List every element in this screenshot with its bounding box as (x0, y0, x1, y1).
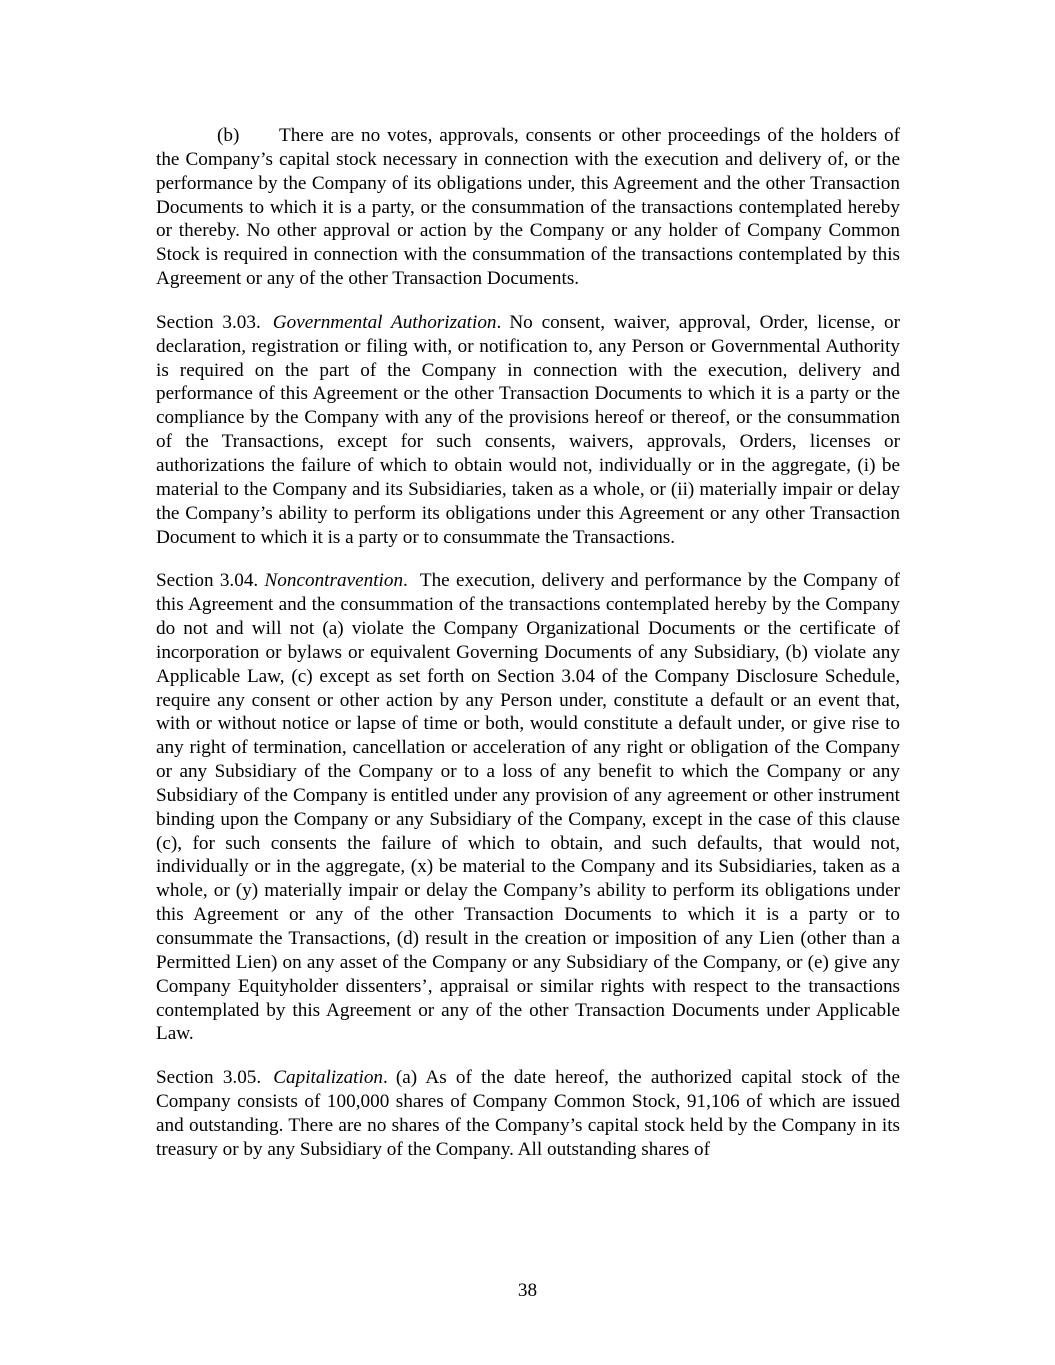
paragraph-b (156, 124, 900, 291)
section-3-05-title: Capitalization (273, 1067, 384, 1089)
section-3-04-text: The execution, delivery and performance by the Company of this Agreement and the consummation of the transactions contemplated hereby by the Company do not and will not (a) violate the Company Organizational Documents or the certificate of incorporation or bylaws or equivalent Governing Documents of any Subsidiary, (b) violate any Applicable Law, (c) except as set forth on Section 3.04 of the Company Disclosure Schedule, require any consent or other action by any Person under, constitute a default or an event that, with or without notice or lapse of time or both, would constitute a default under, or give rise to any right of termination, cancellation or acceleration of any right or obligation of the Company or any Subsidiary of the Company or to a loss of any benefit to which the Company or any Subsidiary of the Company is entitled under any provision of any agreement or other instrument binding upon the Company or any Subsidiary of the Company, except in the case of this clause (c), for such consents the failure of which to obtain, and such defaults, that would not, individually or in the aggregate, (x) be material to the Company and its Subsidiaries, taken as a whole, or (y) materially impair or delay the Company’s ability to perform its obligations under this Agreement or any of the other Transaction Documents to which it is a party or to consummate the Transactions, (d) result in the creation or imposition of any Lien (other than a Permitted Lien) on any asset of the Company or any Subsidiary of the Company, or (e) give any Company Equityholder dissenters’, appraisal or similar rights with respect to the transactions contemplated by this Agreement or any of the other Transaction Documents under Applicable Law. (156, 570, 900, 1045)
paragraph-b-text: There are no votes, approvals, consents or other proceedings of the holders of the Company’s capital stock necessary in connection with the execution and delivery of, or the performance by the Company of its obligations under, this Agreement and the other Transaction Documents to which it is a party, or the consummation of the transactions contemplated hereby or thereby. No other approval or action by the Company or any holder of Company Common Stock is required in connection with the consummation of the transactions contemplated by this Agreement or any of the other Transaction Documents. (156, 125, 900, 290)
section-3-03-number: Section 3.03. (156, 311, 261, 333)
section-3-05: Section 3.05. Capitalization. (a) As of the date hereof, the authorized capital stock of the Company consists of 100,000 shares of Company Common Stock, 91,106 of which are issued and outstanding. There are no shares of the Company’s capital stock held by the Company in its treasury or by any Subsidiary of the Company. All outstanding shares of (156, 1067, 900, 1160)
paragraph-b-label: (b) (217, 125, 240, 146)
body-text (156, 124, 900, 1182)
section-3-03-text: No consent, waiver, approval, Order, license, or declaration, registration or filing with, or notification to, any Person or Governmental Authority is required on the part of the Company in connection with the execution, delivery and performance of this Agreement or the other Transaction Documents to which it is a party or the compliance by the Company with any of the provisions hereof or thereof, or the consummation of the Transactions, except for such consents, waivers, approvals, Orders, licenses or authorizations the failure of which to obtain would not, individually or in the aggregate, (i) be material to the Company and its Subsidiaries, taken as a whole, or (ii) materially impair or delay the Company’s ability to perform its obligations under this Agreement or any other Transaction Document to which it is a party or to consummate the Transactions. (156, 311, 901, 548)
section-3-04-number: Section 3.04. (156, 570, 259, 592)
section-3-04-title: Noncontravention (264, 570, 404, 592)
section-3-03: Section 3.03. Governmental Authorization. No consent, waiver, approval, Order, license, or declaration, registration or filing with, or notification to, any Person or Governmental Authority is required on the part of the Company in connection with the execution, delivery and performance of this Agreement or the other Transaction Documents to which it is a party or the compliance by the Company with any of the provisions hereof or thereof, or the consummation of the Transactions, except for such consents, waivers, approvals, Orders, licenses or authorizations the failure of which to obtain would not, individually or in the aggregate, (i) be material to the Company and its Subsidiaries, taken as a whole, or (ii) materially impair or delay the Company’s ability to perform its obligations under this Agreement or any other Transaction Document to which it is a party or to consummate the Transactions. (156, 311, 901, 548)
section-3-05-text: (a) As of the date hereof, the authorized capital stock of the Company consists of 100,000 shares of Company Common Stock, 91,106 of which are issued and outstanding. There are no shares of the Company’s capital stock held by the Company in its treasury or by any Subsidiary of the Company. All outstanding shares of (156, 1067, 900, 1160)
section-3-03-title: Governmental Authorization (272, 311, 497, 333)
section-3-04: Section 3.04. Noncontravention. The execution, delivery and performance by the Company of this Agreement and the consummation of the transactions contemplated hereby by the Company do not and will not (a) violate the Company Organizational Documents or the certificate of incorporation or bylaws or equivalent Governing Documents of any Subsidiary, (b) violate any Applicable Law, (c) except as set forth on Section 3.04 of the Company Disclosure Schedule, require any consent or other action by any Person under, constitute a default or an event that, with or without notice or lapse of time or both, would constitute a default under, or give rise to any right of termination, cancellation or acceleration of any right or obligation of the Company or any Subsidiary of the Company or to a loss of any benefit to which the Company or any Subsidiary of the Company is entitled under any provision of any agreement or other instrument binding upon the Company or any Subsidiary of the Company, except in the case of this clause (c), for such consents the failure of which to obtain, and such defaults, that would not, individually or in the aggregate, (x) be material to the Company and its Subsidiaries, taken as a whole, or (y) materially impair or delay the Company’s ability to perform its obligations under this Agreement or any of the other Transaction Documents to which it is a party or to consummate the Transactions, (d) result in the creation or imposition of any Lien (other than a Permitted Lien) on any asset of the Company or any Subsidiary of the Company, or (e) give any Company Equityholder dissenters’, appraisal or similar rights with respect to the transactions contemplated by this Agreement or any of the other Transaction Documents under Applicable Law. (156, 570, 900, 1045)
page-number: 38 (517, 1280, 538, 1301)
section-3-05-number: Section 3.05. (156, 1067, 262, 1089)
